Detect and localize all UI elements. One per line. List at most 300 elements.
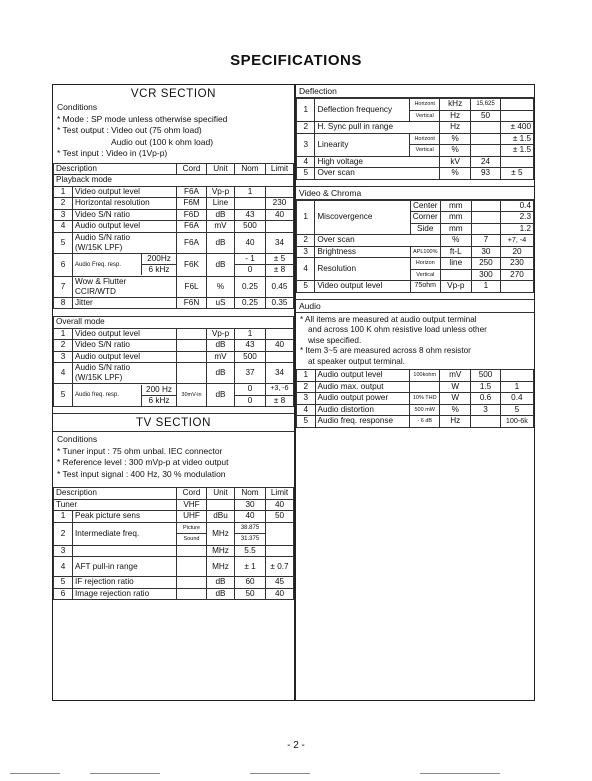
row-number: 5: [297, 281, 315, 293]
table-row: [54, 351, 294, 363]
row-cord: UHF: [177, 511, 207, 523]
table-row: [54, 221, 294, 233]
row-nom: ± 1: [235, 557, 266, 577]
row-condition: 10% THD: [410, 393, 440, 405]
horizontal-label: Horizont: [410, 99, 440, 111]
row-description: [73, 276, 177, 297]
row-limit: 1: [500, 381, 533, 393]
row-nom: 0: [235, 265, 266, 277]
row-limit: [266, 186, 294, 198]
row-number: 4: [54, 557, 73, 577]
row-limit: [266, 328, 294, 340]
row-condition: 500 mW: [410, 404, 440, 416]
row-nom: 24: [471, 156, 501, 168]
row-unit: uS: [207, 297, 235, 309]
row-limit: 2.3: [501, 212, 534, 224]
row-number: 4: [54, 221, 73, 233]
row-unit: Hz: [440, 110, 471, 122]
row-nom: [471, 133, 501, 145]
row-nom: [471, 145, 501, 157]
row-number: 1: [297, 200, 315, 235]
desc-line: Audio S/N ratio: [75, 232, 131, 242]
tv-section-heading: TV SECTION: [53, 413, 294, 432]
row-unit: [207, 499, 235, 511]
table-row: [297, 99, 534, 111]
row-limit: 5: [500, 404, 533, 416]
row-limit: 40: [266, 588, 294, 600]
row-unit: Vp-p: [207, 328, 235, 340]
row-limit: 1.2: [501, 223, 534, 235]
row-nom: 1: [235, 186, 266, 198]
row-description: Audio max. output: [315, 381, 410, 393]
row-limit: [266, 545, 294, 557]
freq-6khz: 6 kHz: [148, 265, 170, 274]
picture-label: Picture: [177, 522, 207, 534]
table-row: [54, 253, 294, 265]
row-unit: %: [207, 276, 235, 297]
row-limit: 0.4: [500, 393, 533, 405]
row-nom: 43: [235, 340, 266, 352]
row-description: Video S/N ratio: [73, 340, 177, 352]
row-unit: mV: [207, 221, 235, 233]
row-cord: F6D: [177, 209, 207, 221]
row-unit: dB: [207, 340, 235, 352]
audio-notes: [296, 313, 534, 370]
row-nom: 1: [471, 281, 500, 293]
row-cord: F6A: [177, 232, 207, 253]
row-nom: [471, 212, 500, 224]
row-nom: 250: [471, 258, 500, 270]
vcr-condition: * Mode : SP mode unless otherwise specified: [57, 113, 228, 124]
row-limit: ± 400: [500, 122, 533, 134]
table-row: [297, 393, 534, 405]
row-unit: %: [440, 145, 471, 157]
row-nom: 37: [235, 363, 266, 384]
row-description: AFT pull-in range: [73, 557, 177, 577]
row-unit: Hz: [440, 122, 471, 134]
side-label: Side: [410, 223, 440, 235]
tv-conditions-label: Conditions: [57, 434, 98, 444]
row-cord: F6A: [177, 221, 207, 233]
tv-condition: * Tuner input : 75 ohm unbal. IEC connector: [57, 445, 223, 456]
tv-condition: * Test input signal : 400 Hz, 30 % modulation: [57, 468, 226, 479]
freq-resp-label: Audio Freq. resp.: [75, 261, 122, 268]
table-row: [54, 198, 294, 210]
row-unit: ft-L: [440, 246, 471, 258]
row-limit: [500, 370, 533, 382]
row-limit: 270: [501, 269, 534, 281]
row-nom: 500: [471, 370, 500, 382]
table-row: [54, 186, 294, 198]
freq-resp-label: Audio freq. resp.: [75, 392, 120, 398]
row-limit: [266, 522, 294, 545]
row-number: 6: [54, 253, 73, 276]
row-limit: 40: [266, 209, 294, 221]
row-description: Intermediate freq.: [73, 522, 177, 545]
row-unit: mV: [440, 370, 471, 382]
row-limit: [500, 156, 533, 168]
row-nom: 0: [235, 395, 266, 407]
row-nom: 1.5: [471, 381, 500, 393]
row-condition: 75ohm: [410, 281, 440, 293]
table-row: [54, 588, 294, 600]
row-nom: 0.25: [235, 276, 266, 297]
header-nom: Nom: [235, 488, 266, 500]
header-limit: Limit: [266, 488, 294, 500]
row-number: 5: [297, 416, 316, 428]
row-number: 5: [297, 168, 315, 180]
row-description: [73, 232, 177, 253]
row-unit: %: [440, 168, 471, 180]
table-row: [54, 276, 294, 297]
header-unit: Unit: [207, 163, 235, 175]
row-limit: ± 5: [500, 168, 533, 180]
corner-label: Corner: [410, 212, 440, 224]
row-nom: [471, 200, 500, 212]
row-unit: %: [440, 235, 471, 247]
scan-mark: [420, 773, 500, 774]
desc-line: Audio S/N ratio: [75, 363, 131, 372]
table-row: [297, 133, 534, 145]
row-cord: F6N: [177, 297, 207, 309]
row-limit: ± 5: [266, 253, 294, 265]
row-condition: [410, 381, 440, 393]
row-description: Video output level: [315, 281, 410, 293]
row-nom: [235, 198, 266, 210]
row-description: Image rejection ratio: [73, 588, 177, 600]
picture-value: 38.875: [235, 522, 266, 534]
row-nom: 300: [471, 269, 500, 281]
table-row: [54, 340, 294, 352]
row-limit: 34: [266, 232, 294, 253]
row-limit: 50: [266, 511, 294, 523]
deflection-label: Deflection: [296, 85, 534, 98]
tv-condition: * Reference level : 300 mVp-p at video output: [57, 457, 229, 467]
row-description: [73, 253, 177, 276]
row-nom: 3: [471, 404, 500, 416]
header-limit: Limit: [266, 163, 294, 175]
row-cord: [177, 588, 207, 600]
row-number: 4: [54, 363, 73, 384]
freq-200hz: 200Hz: [142, 254, 176, 265]
row-nom: 0.25: [235, 297, 266, 309]
row-description: High voltage: [315, 156, 440, 168]
row-unit: kV: [440, 156, 471, 168]
row-nom: 60: [235, 577, 266, 589]
row-limit: ± 1.5: [500, 145, 533, 157]
row-condition: APL100%: [410, 246, 440, 258]
desc-line: CCIR/WTD: [75, 286, 116, 296]
row-limit: [266, 221, 294, 233]
row-nom: [471, 416, 500, 428]
row-number: 5: [54, 577, 73, 589]
row-description: Over scan: [315, 168, 440, 180]
row-description: Audio freq. response: [315, 416, 410, 428]
row-nom: 30: [235, 499, 266, 511]
row-nom: 0: [235, 384, 266, 396]
row-limit: [500, 99, 533, 111]
header-unit: Unit: [207, 488, 235, 500]
table-row: [297, 404, 534, 416]
row-number: 4: [297, 258, 315, 281]
row-description: Over scan: [315, 235, 440, 247]
row-description: Video S/N ratio: [73, 209, 177, 221]
tv-table: [53, 487, 294, 600]
row-limit: 0.35: [266, 297, 294, 309]
row-unit: mm: [440, 200, 471, 212]
left-column: [52, 84, 295, 701]
row-nom: 1: [235, 328, 266, 340]
row-unit: Vp-p: [440, 281, 471, 293]
row-number: 2: [297, 235, 315, 247]
horizontal-label: Horizont: [410, 133, 440, 145]
row-condition: 30mV-in: [177, 384, 207, 407]
table-row: [54, 545, 294, 557]
row-number: 5: [54, 232, 73, 253]
row-nom: 5.5: [235, 545, 266, 557]
row-number: 1: [54, 328, 73, 340]
row-description: Brightness: [315, 246, 410, 258]
row-description: Audio distortion: [315, 404, 410, 416]
table-row: [54, 499, 294, 511]
row-unit: kHz: [440, 99, 471, 111]
row-unit: [440, 269, 471, 281]
page-number: - 2 -: [287, 740, 305, 751]
row-unit: dB: [207, 253, 235, 276]
row-number: 2: [54, 340, 73, 352]
table-row: [54, 511, 294, 523]
row-nom: 500: [235, 221, 266, 233]
row-unit: line: [440, 258, 471, 270]
row-description: [73, 363, 177, 384]
row-unit: dB: [207, 209, 235, 221]
row-limit: ± 0.7: [266, 557, 294, 577]
video-chroma-table: [296, 200, 534, 293]
row-limit: ± 1.5: [500, 133, 533, 145]
row-cord: F6L: [177, 276, 207, 297]
row-condition: - 6 dB: [410, 416, 440, 428]
row-description: Miscovergence: [315, 200, 410, 235]
row-limit: +7, -4: [501, 235, 534, 247]
row-nom: 0.6: [471, 393, 500, 405]
row-number: 1: [54, 186, 73, 198]
row-cord: F6K: [177, 253, 207, 276]
audio-note: wise specified.: [308, 335, 362, 345]
header-cord: Cord: [177, 488, 207, 500]
audio-note: and across 100 K ohm resistive load unless other: [308, 325, 487, 334]
table-row: [54, 328, 294, 340]
row-unit: dB: [207, 577, 235, 589]
table-row: [297, 235, 534, 247]
playback-mode-label: Playback mode: [54, 175, 294, 187]
row-cord: [177, 545, 207, 557]
row-description: Horizontal resolution: [73, 198, 177, 210]
row-unit: dBu: [207, 511, 235, 523]
desc-line: (W/15K LPF): [75, 373, 123, 382]
row-description: Jitter: [73, 297, 177, 309]
vertical-label: Vertical: [410, 269, 440, 281]
horizontal-label: Horizon: [410, 258, 440, 270]
row-description: [73, 384, 177, 407]
table-row: [297, 258, 534, 270]
row-description: Linearity: [315, 133, 410, 156]
row-cord: [177, 577, 207, 589]
row-nom: [471, 223, 500, 235]
row-nom: 50: [471, 110, 501, 122]
table-header-row: [54, 163, 294, 175]
table-row: [297, 200, 534, 212]
row-number: 2: [54, 522, 73, 545]
row-cord: [177, 557, 207, 577]
right-column: [295, 84, 535, 701]
row-limit: +3, -6: [266, 384, 294, 396]
row-nom: 15,625: [471, 99, 501, 111]
freq-6khz: 6 kHz: [148, 395, 170, 405]
table-row: [297, 156, 534, 168]
row-description: Audio output level: [73, 351, 177, 363]
desc-line: Wow & Flutter: [75, 276, 127, 286]
row-condition: 100kohm: [410, 370, 440, 382]
row-description: IF rejection ratio: [73, 577, 177, 589]
vcr-playback-table: [53, 163, 294, 310]
row-description: Peak picture sens: [73, 511, 177, 523]
row-limit: 230: [501, 258, 534, 270]
row-nom: 43: [235, 209, 266, 221]
row-number: 1: [297, 99, 315, 122]
sound-value: 31.375: [235, 534, 266, 546]
audio-note: * All items are measured at audio output terminal: [300, 314, 477, 324]
row-number: 6: [54, 588, 73, 600]
row-unit: Hz: [440, 416, 471, 428]
row-description: Video output level: [73, 328, 177, 340]
vcr-overall-table: [53, 316, 294, 407]
row-unit: dB: [207, 363, 235, 384]
row-unit: Vp-p: [207, 186, 235, 198]
row-number: 1: [54, 511, 73, 523]
deflection-table: [296, 98, 534, 180]
row-nom: 50: [235, 588, 266, 600]
row-cord: [177, 363, 207, 384]
row-number: 1: [297, 370, 316, 382]
row-limit: 230: [266, 198, 294, 210]
row-nom: 40: [235, 232, 266, 253]
table-row: [54, 209, 294, 221]
row-limit: 40: [266, 340, 294, 352]
row-number: 8: [54, 297, 73, 309]
scan-mark: [10, 773, 60, 774]
row-number: 2: [297, 122, 315, 134]
row-unit: %: [440, 133, 471, 145]
row-nom: [471, 122, 501, 134]
audio-table: [296, 369, 534, 428]
row-limit: ± 8: [266, 395, 294, 407]
row-number: 3: [297, 246, 315, 258]
scan-mark: [250, 773, 310, 774]
row-number: 3: [54, 209, 73, 221]
audio-label: Audio: [296, 299, 534, 313]
row-number: 5: [54, 384, 73, 407]
vcr-condition: * Test output : Video out (75 ohm load): [57, 125, 202, 135]
vcr-conditions: [53, 102, 294, 160]
row-unit: mm: [440, 212, 471, 224]
row-description: Resolution: [315, 258, 410, 281]
page-title: SPECIFICATIONS: [230, 52, 362, 69]
row-limit: [500, 110, 533, 122]
row-number: 3: [54, 351, 73, 363]
row-unit: dB: [207, 232, 235, 253]
row-unit: mm: [440, 223, 471, 235]
row-number: 7: [54, 276, 73, 297]
row-unit: mV: [207, 351, 235, 363]
vcr-condition: Audio out (100 k ohm load): [111, 136, 214, 147]
row-nom: 7: [471, 235, 500, 247]
header-description: Description: [54, 163, 177, 175]
row-unit: %: [440, 404, 471, 416]
video-chroma-label: Video & Chroma: [296, 186, 534, 200]
row-description: Deflection frequency: [315, 99, 410, 122]
table-row: [54, 384, 294, 396]
scan-mark: [90, 773, 160, 774]
table-row: [297, 381, 534, 393]
vcr-conditions-label: Conditions: [57, 102, 98, 112]
header-description: Description: [54, 488, 177, 500]
row-unit: W: [440, 381, 471, 393]
row-unit: dB: [207, 588, 235, 600]
row-limit: [266, 351, 294, 363]
row-unit: dB: [207, 384, 235, 407]
tv-conditions: [53, 432, 294, 480]
table-row: [297, 416, 534, 428]
desc-line: (W/15K LPF): [75, 242, 123, 252]
row-number: 3: [297, 393, 316, 405]
audio-note: at speaker output terminal.: [308, 356, 405, 366]
row-cord: VHF: [177, 499, 207, 511]
table-row: [54, 522, 294, 534]
table-row: [54, 557, 294, 577]
row-nom: 40: [235, 511, 266, 523]
table-row: [54, 577, 294, 589]
row-unit: MHz: [207, 522, 235, 545]
vcr-section-heading: VCR SECTION: [130, 88, 217, 100]
row-cord: [177, 328, 207, 340]
row-limit: 40: [266, 499, 294, 511]
row-limit: 0.4: [501, 200, 534, 212]
row-nom: 30: [471, 246, 500, 258]
table-row: [54, 297, 294, 309]
table-row: [297, 122, 534, 134]
row-unit: MHz: [207, 545, 235, 557]
row-number: 4: [297, 404, 316, 416]
row-limit: 34: [266, 363, 294, 384]
center-label: Center: [410, 200, 440, 212]
sound-label: Sound: [177, 534, 207, 546]
row-limit: 45: [266, 577, 294, 589]
row-limit: [501, 281, 534, 293]
row-nom: 93: [471, 168, 501, 180]
row-limit: 20: [501, 246, 534, 258]
row-unit: Line: [207, 198, 235, 210]
row-number: 3: [297, 133, 315, 156]
row-description: Audio output level: [315, 370, 410, 382]
row-number: 4: [297, 156, 315, 168]
row-cord: F6A: [177, 186, 207, 198]
vertical-label: Vertical: [410, 145, 440, 157]
overall-mode-label: Overall mode: [54, 317, 294, 329]
row-unit: W: [440, 393, 471, 405]
row-unit: MHz: [207, 557, 235, 577]
row-description: [73, 545, 177, 557]
row-limit: 0.45: [266, 276, 294, 297]
